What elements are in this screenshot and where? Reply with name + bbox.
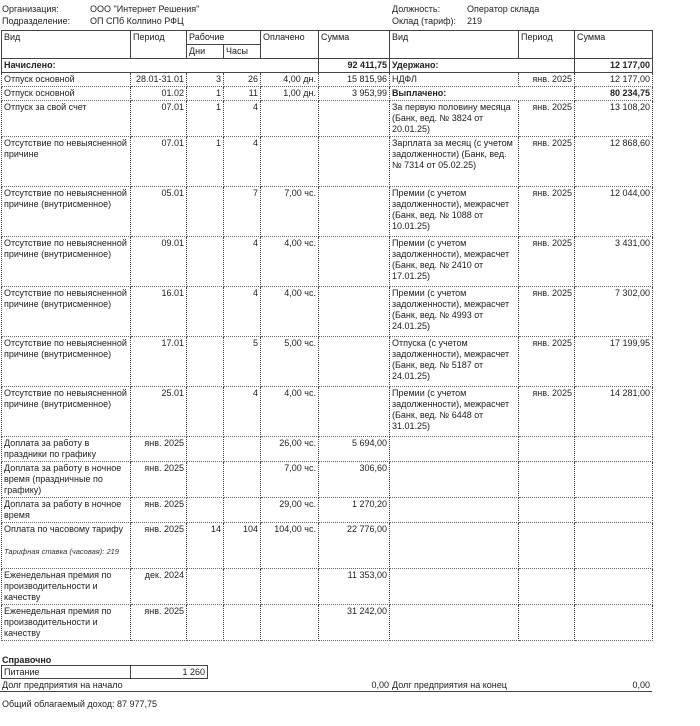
payment-name: Отпуска (с учетом задолженности), межрасчет (Банк, вед. № 5187 от 24.01.25): [390, 337, 519, 387]
payment-sum: 12 868,60: [575, 137, 653, 187]
accrual-name-text: Отсутствие по невыясненной причине (внутрисменное): [4, 188, 127, 209]
accrual-sum: [319, 237, 390, 287]
accrual-name: [2, 287, 131, 337]
accrual-period: 07.01: [131, 101, 187, 137]
accrual-sum: [319, 387, 390, 437]
table-row: [2, 569, 653, 605]
col-working-header: Рабочие: [187, 31, 261, 45]
accrual-hours: 11: [224, 87, 261, 101]
accrual-period: янв. 2025: [131, 437, 187, 462]
taxable-income: Общий облагаемый доход: 87 977,75: [2, 699, 158, 709]
position-value: Оператор склада: [467, 4, 540, 14]
accrual-name: [2, 187, 131, 237]
accrual-paid: 1,00 дн.: [261, 87, 319, 101]
accrual-sum: 3 953,99: [319, 87, 390, 101]
table-row: [2, 187, 653, 237]
accrual-period: 25.01: [131, 387, 187, 437]
payment-period: янв. 2025: [519, 187, 575, 237]
payment-sum: 7 302,00: [575, 287, 653, 337]
accrual-period: 01.02: [131, 87, 187, 101]
accrual-name: [2, 523, 131, 569]
payment-sum: 14 281,00: [575, 387, 653, 437]
accrual-days: 3: [187, 73, 224, 87]
accrual-paid: 7,00 чс.: [261, 462, 319, 498]
table-row: [2, 605, 653, 641]
accrual-days: [187, 237, 224, 287]
reference-title: Справочно: [2, 655, 52, 665]
debt-end-value: 0,00: [632, 680, 650, 690]
empty-cell: [575, 498, 653, 523]
accrual-hours: 7: [224, 187, 261, 237]
accrual-sum: [319, 337, 390, 387]
empty-cell: [390, 605, 519, 641]
accrual-hours: 26: [224, 73, 261, 87]
accrual-sum: 11 353,00: [319, 569, 390, 605]
accrual-days: [187, 387, 224, 437]
empty-cell: [390, 437, 519, 462]
accrual-name: [2, 498, 131, 523]
accrual-name: [2, 73, 131, 87]
accrual-paid: 4,00 чс.: [261, 237, 319, 287]
accrual-hours: 4: [224, 287, 261, 337]
accrual-period: 07.01: [131, 137, 187, 187]
accrual-days: [187, 462, 224, 498]
payment-sum: 17 199,95: [575, 337, 653, 387]
org-value: ООО "Интернет Решения": [90, 4, 200, 14]
accrual-days: [187, 498, 224, 523]
accrual-paid: 4,00 дн.: [261, 73, 319, 87]
accrual-period: дек. 2024: [131, 569, 187, 605]
payment-name: Премии (с учетом задолженности), межрасчет (Банк, вед. № 2410 от 17.01.25): [390, 237, 519, 287]
col-paid-header: Оплачено: [261, 31, 319, 59]
accrual-sum: 1 270,20: [319, 498, 390, 523]
empty-cell: [390, 498, 519, 523]
accrual-days: 1: [187, 101, 224, 137]
paid-label: Выплачено:: [390, 87, 575, 101]
debt-start-value: 0,00: [371, 680, 389, 690]
accrual-paid: 26,00 чс.: [261, 437, 319, 462]
accrual-period: янв. 2025: [131, 523, 187, 569]
accrual-name-text: Доплата за работу в ночное время: [4, 499, 122, 520]
empty-cell: [575, 462, 653, 498]
table-row: [2, 523, 653, 569]
accrual-name-text: Оплата по часовому тарифу: [4, 524, 123, 534]
accrual-name-text: Отсутствие по невыясненной причине (внутрисменное): [4, 288, 127, 309]
empty-cell: [575, 569, 653, 605]
col-sum-header: Сумма: [319, 31, 390, 59]
salary-value: 219: [467, 16, 483, 26]
accrual-period: янв. 2025: [131, 498, 187, 523]
empty-cell: [390, 569, 519, 605]
payment-period: янв. 2025: [519, 337, 575, 387]
payment-sum: 13 108,20: [575, 101, 653, 137]
accrual-hours: 4: [224, 237, 261, 287]
accrual-hours: 104: [224, 523, 261, 569]
payment-sum: 12 044,00: [575, 187, 653, 237]
accrual-name: [2, 569, 131, 605]
col-period-header: Период: [131, 31, 187, 59]
empty-cell: [519, 498, 575, 523]
payslip-table: [1, 30, 653, 641]
accrual-sum: 5 694,00: [319, 437, 390, 462]
table-row: [2, 237, 653, 287]
accrual-hours: [224, 498, 261, 523]
accrual-name-text: Отпуск основной: [4, 88, 75, 98]
accrual-paid: 4,00 чс.: [261, 287, 319, 337]
divider: [0, 691, 652, 692]
col-period2-header: Период: [519, 31, 575, 59]
accrual-days: 1: [187, 87, 224, 101]
accrual-paid: 5,00 чс.: [261, 337, 319, 387]
accrual-name-text: Отсутствие по невыясненной причине (внутрисменное): [4, 388, 127, 409]
accrual-sum: [319, 101, 390, 137]
accrual-hours: 5: [224, 337, 261, 387]
empty-cell: [390, 523, 519, 569]
accrual-name: [2, 437, 131, 462]
col-hours-header: Часы: [224, 45, 261, 59]
payment-period: янв. 2025: [519, 101, 575, 137]
payment-sum: 3 431,00: [575, 237, 653, 287]
accrual-name: [2, 101, 131, 137]
payment-name: Премии (с учетом задолженности), межрасчет (Банк, вед. № 4993 от 24.01.25): [390, 287, 519, 337]
table-row: [2, 462, 653, 498]
accrual-name: [2, 462, 131, 498]
empty-cell: [519, 569, 575, 605]
totals-row: [2, 59, 653, 73]
accrual-name-text: Доплата за работу в ночное время (праздничные по графику): [4, 463, 122, 495]
accrual-name-text: Отсутствие по невыясненной причине: [4, 138, 127, 159]
withheld-label: Удержано:: [390, 59, 575, 73]
accrual-paid: [261, 101, 319, 137]
meal-value: 1 260: [131, 666, 208, 679]
empty-cell: [519, 523, 575, 569]
accrual-paid: [261, 569, 319, 605]
payment-name: Премии (с учетом задолженности), межрасчет (Банк, вед. № 6448 от 31.01.25): [390, 387, 519, 437]
accrual-days: [187, 187, 224, 237]
position-label: Должность:: [392, 4, 441, 14]
table-row: [2, 87, 653, 101]
header-row: [2, 31, 653, 45]
col-days-header: Дни: [187, 45, 224, 59]
accrual-sum: 31 242,00: [319, 605, 390, 641]
empty-cell: [575, 437, 653, 462]
accrual-name-text: Еженедельная премия по производительности и качеству: [4, 606, 112, 638]
accrual-period: 28.01-31.01: [131, 73, 187, 87]
accrual-days: [187, 287, 224, 337]
accrual-name-text: Отпуск за свой счет: [4, 102, 87, 112]
accrual-hours: 4: [224, 387, 261, 437]
empty-cell: [575, 605, 653, 641]
accrual-days: [187, 437, 224, 462]
accrual-sum: 22 776,00: [319, 523, 390, 569]
empty-cell: [390, 462, 519, 498]
dept-value: ОП СПб Колпино РФЦ: [90, 16, 184, 26]
accrual-name: [2, 237, 131, 287]
accrual-name: [2, 337, 131, 387]
debt-start-label: Долг предприятия на начало: [2, 680, 123, 690]
table-row: [2, 73, 653, 87]
table-row: [2, 137, 653, 187]
accrual-hours: [224, 437, 261, 462]
accrual-name: [2, 605, 131, 641]
accrual-name-text: Отсутствие по невыясненной причине (внутрисменное): [4, 238, 127, 259]
org-label: Организация:: [2, 4, 59, 14]
table-row: [2, 337, 653, 387]
accrual-sum: 15 815,96: [319, 73, 390, 87]
accrual-paid: [261, 605, 319, 641]
empty-cell: [519, 605, 575, 641]
accrual-period: 16.01: [131, 287, 187, 337]
meal-label: Питание: [2, 666, 131, 679]
accrual-paid: 29,00 чс.: [261, 498, 319, 523]
accrual-days: [187, 337, 224, 387]
accrual-paid: 4,00 чс.: [261, 387, 319, 437]
accrual-name-text: Отсутствие по невыясненной причине (внутрисменное): [4, 338, 127, 359]
dept-label: Подразделение:: [2, 16, 71, 26]
accrual-days: [187, 605, 224, 641]
payment-period: янв. 2025: [519, 237, 575, 287]
salary-label: Оклад (тариф):: [392, 16, 457, 26]
accrual-hours: [224, 569, 261, 605]
accrual-name: [2, 87, 131, 101]
payment-period: янв. 2025: [519, 287, 575, 337]
accrual-period: 09.01: [131, 237, 187, 287]
empty-cell: [575, 523, 653, 569]
accrual-days: 14: [187, 523, 224, 569]
payment-period: янв. 2025: [519, 137, 575, 187]
accrual-days: 1: [187, 137, 224, 187]
debt-end-label: Долг предприятия на конец: [392, 680, 507, 690]
accrual-period: 17.01: [131, 337, 187, 387]
reference-table: [1, 665, 208, 679]
accrual-sum: [319, 137, 390, 187]
accrual-hours: 4: [224, 137, 261, 187]
accrued-label: Начислено:: [2, 59, 319, 73]
accrual-sum: [319, 187, 390, 237]
table-row: [2, 101, 653, 137]
accrued-value: 92 411,75: [319, 59, 390, 73]
payment-name: Премии (с учетом задолженности), межрасчет (Банк, вед. № 1088 от 10.01.25): [390, 187, 519, 237]
accrual-days: [187, 569, 224, 605]
accrual-hours: [224, 605, 261, 641]
empty-cell: [519, 462, 575, 498]
accrual-paid: 104,00 чс.: [261, 523, 319, 569]
payment-name: Зарплата за месяц (с учетом задолженности) (Банк, вед. № 7314 от 05.02.25): [390, 137, 519, 187]
accrual-name-text: Еженедельная премия по производительности и качеству: [4, 570, 112, 602]
accrual-sum: [319, 287, 390, 337]
empty-cell: [519, 437, 575, 462]
accrual-paid: [261, 137, 319, 187]
accrual-hours: [224, 462, 261, 498]
payment-period: янв. 2025: [519, 387, 575, 437]
accrual-period: янв. 2025: [131, 605, 187, 641]
accrual-name: [2, 387, 131, 437]
table-row: [2, 437, 653, 462]
tariff-note: Тарифная ставка (часовая): 219: [4, 547, 119, 556]
accrual-name-text: Доплата за работу в праздники по графику: [4, 438, 97, 459]
table-row: [2, 498, 653, 523]
table-row: [2, 287, 653, 337]
table-row: [2, 387, 653, 437]
withheld-value: 12 177,00: [575, 59, 653, 73]
accrual-name: [2, 137, 131, 187]
withholding-name: НДФЛ: [390, 73, 519, 87]
col-kind2-header: Вид: [390, 31, 519, 59]
payment-name: За первую половину месяца (Банк, вед. № 3824 от 20.01.25): [390, 101, 519, 137]
accrual-period: 05.01: [131, 187, 187, 237]
col-kind-header: Вид: [2, 31, 131, 59]
accrual-paid: 7,00 чс.: [261, 187, 319, 237]
withholding-period: янв. 2025: [519, 73, 575, 87]
accrual-sum: 306,60: [319, 462, 390, 498]
accrual-hours: 4: [224, 101, 261, 137]
accrual-name-text: Отпуск основной: [4, 74, 75, 84]
col-sum2-header: Сумма: [575, 31, 653, 59]
withholding-sum: 12 177,00: [575, 73, 653, 87]
accrual-period: янв. 2025: [131, 462, 187, 498]
paid-value: 80 234,75: [575, 87, 653, 101]
